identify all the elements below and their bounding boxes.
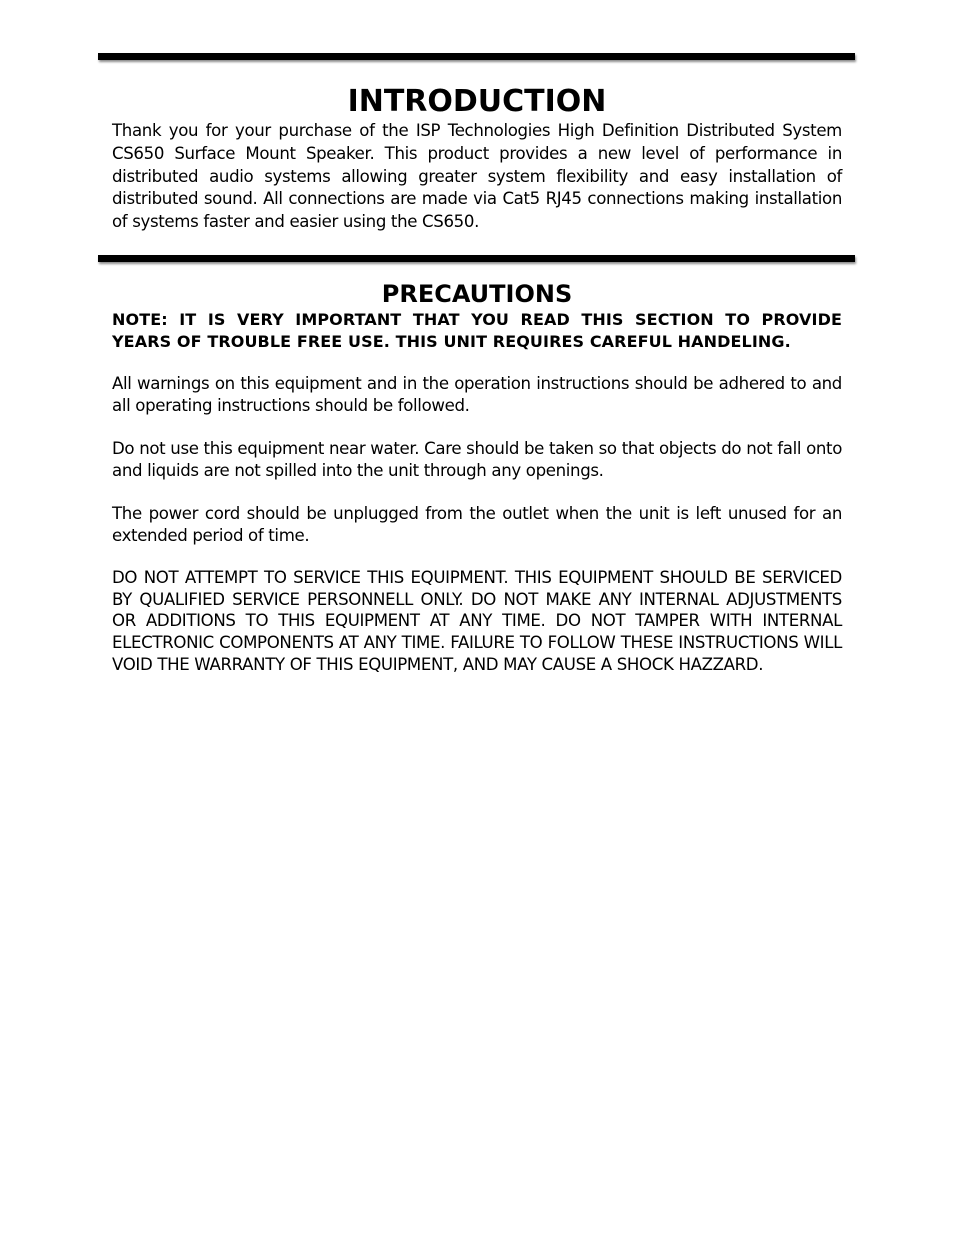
top-divider-rule	[98, 53, 855, 60]
precautions-paragraph-service: DO NOT ATTEMPT TO SERVICE THIS EQUIPMENT. THIS EQUIPMENT SHOULD BE SERVICED BY QUALIFIED SERVICE PERSONNELL ONLY. DO NOT MAKE ANY INTERNAL ADJUSTMENTS OR ADDITIONS TO THIS EQUIPMENT AT ANY TIME. DO NOT TAMPER WITH INTERNAL ELECTRONIC COMPONENTS AT ANY TIME. FAILURE TO FOLLOW THESE INSTRUCTIONS WILL VOID THE WARRANTY OF THIS EQUIPMENT, AND MAY CAUSE A SHOCK HAZZARD.	[112, 568, 842, 674]
precautions-heading: PRECAUTIONS	[381, 280, 573, 308]
introduction-heading: INTRODUCTION	[347, 84, 607, 119]
precautions-paragraph-water: Do not use this equipment near water. Care should be taken so that objects do not fall onto and liquids are not spilled into the unit through any openings.	[112, 439, 842, 480]
section-divider-rule	[98, 255, 855, 262]
precautions-paragraph-warnings: All warnings on this equipment and in the operation instructions should be adhered to and all operating instructions should be followed.	[112, 374, 842, 415]
precautions-note: NOTE: IT IS VERY IMPORTANT THAT YOU READ THIS SECTION TO PROVIDE YEARS OF TROUBLE FREE USE. THIS UNIT REQUIRES CAREFUL HANDELING.	[112, 310, 842, 351]
precautions-paragraph-power-cord: The power cord should be unplugged from the outlet when the unit is left unused for an extended period of time.	[112, 504, 842, 545]
introduction-paragraph: Thank you for your purchase of the ISP Technologies High Definition Distributed System CS650 Surface Mount Speaker. This product provides a new level of performance in distributed audio systems allowing greater system flexibility and easy installation of distributed sound. All connections are made via Cat5 RJ45 connections making installation of systems faster and easier using the CS650.	[112, 121, 842, 232]
